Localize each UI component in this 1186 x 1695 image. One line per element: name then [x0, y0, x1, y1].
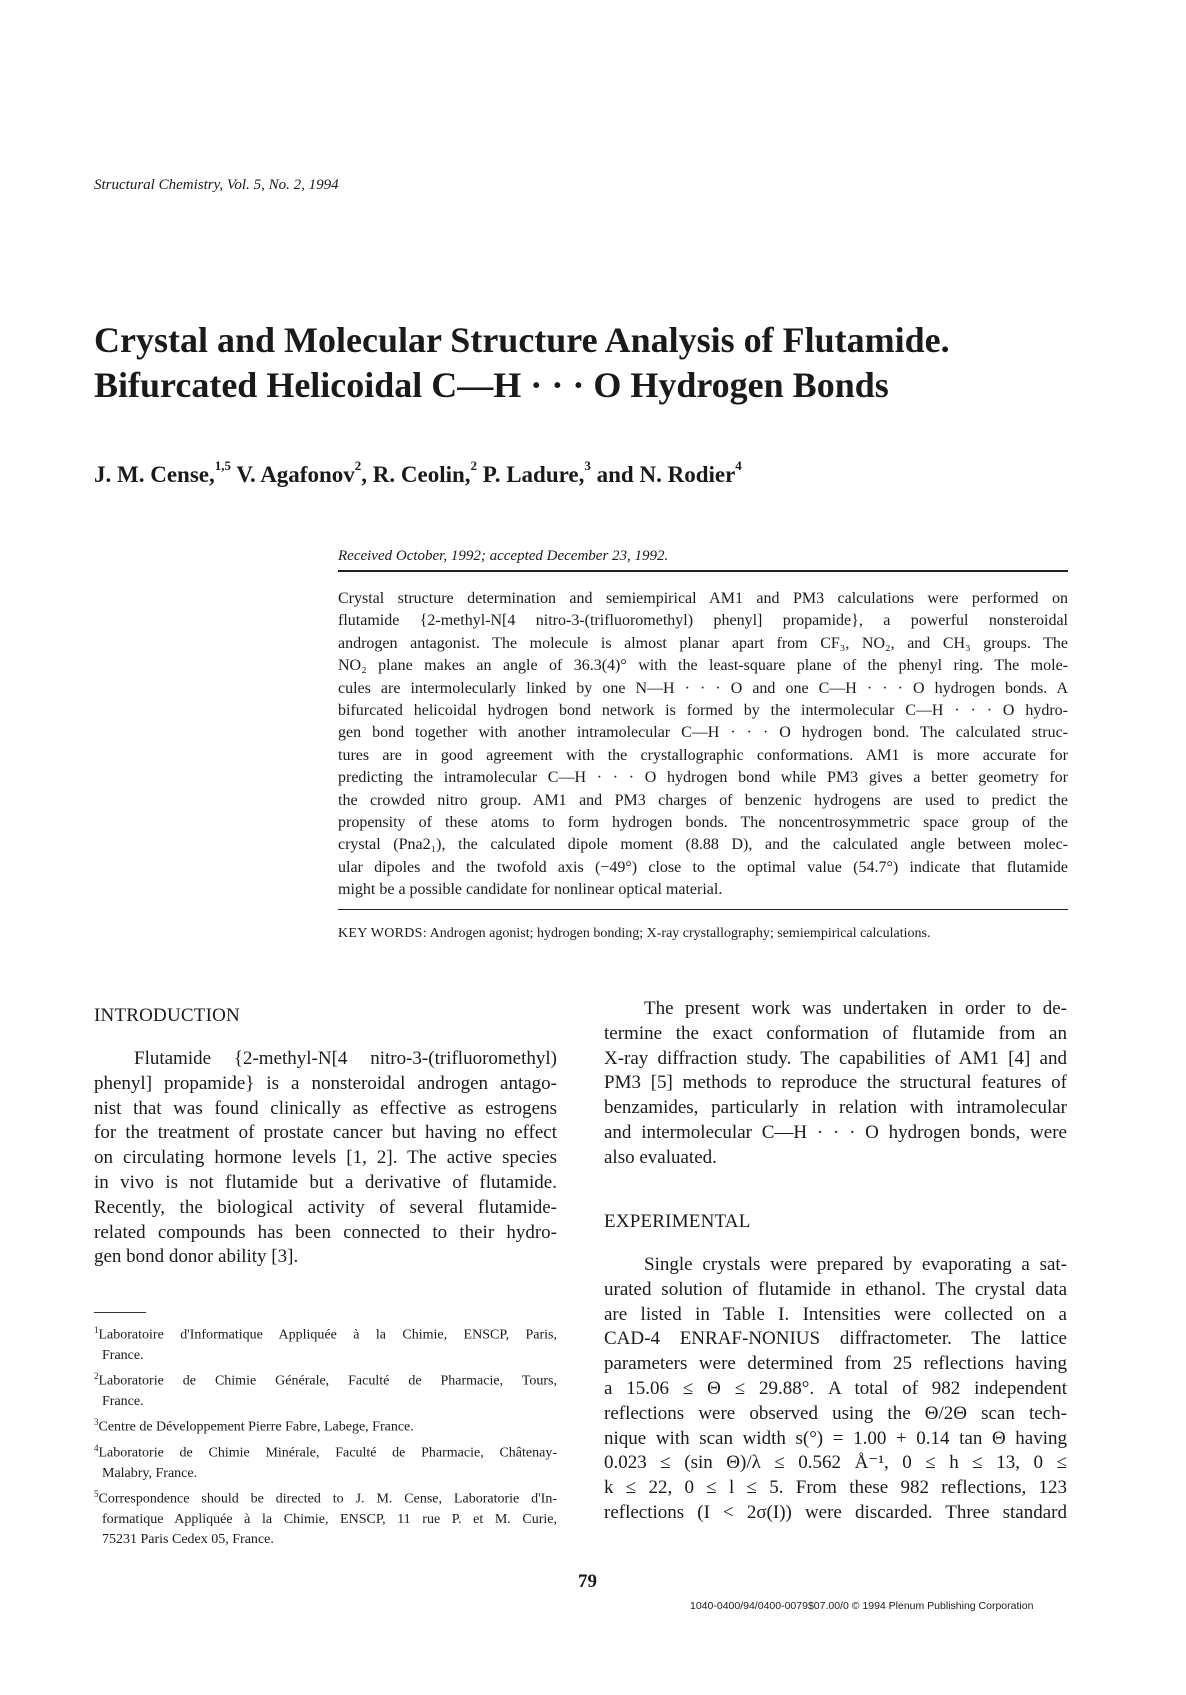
title-line-1: Crystal and Molecular Structure Analysis of Flutamide. [94, 320, 950, 360]
text-line: Flutamide {2-methyl-N[4 nitro-3-(trifluoromethyl) [134, 1048, 557, 1069]
title-line-2: Bifurcated Helicoidal C—H · · · O Hydrogen Bonds [94, 365, 889, 405]
author-name: and N. Rodier [590, 462, 736, 487]
text-line: nist that was found clinically as effective as estrogens [94, 1097, 557, 1119]
text-line: also evaluated. [604, 1146, 717, 1168]
author-affiliation: 3 [584, 458, 591, 473]
text-line: related compounds has been connected to their hydro- [94, 1221, 557, 1243]
introduction-heading: INTRODUCTION [94, 1005, 240, 1026]
keywords-text: Androgen agonist; hydrogen bonding; X-ray crystallography; semiempirical calculations. [426, 926, 931, 941]
abstract-line: cules are intermolecularly linked by one N—H · · · O and one C—H · · · O hydrogen bonds. A [338, 679, 1068, 697]
author-name: , R. Ceolin, [361, 462, 471, 487]
footnote-mark: 2 [94, 1371, 99, 1382]
footnotes [94, 1320, 557, 1550]
author-name: V. Agafonov [230, 462, 355, 487]
footnote-mark: 4 [94, 1442, 99, 1453]
received-dates: Received October, 1992; accepted December 23, 1992. [338, 548, 669, 564]
author-name: P. Ladure, [477, 462, 585, 487]
text-line: are listed in Table I. Intensities were collected on a [604, 1303, 1067, 1325]
text-line: and intermolecular C—H · · · O hydrogen bonds, were [604, 1121, 1067, 1143]
keywords-rule [338, 909, 1068, 910]
text-line: Single crystals were prepared by evaporating a sat- [644, 1254, 1067, 1275]
experimental-body [604, 1253, 1067, 1526]
footnote-line: France. [102, 1347, 144, 1363]
text-line: for the treatment of prostate cancer but having no effect [94, 1122, 557, 1144]
abstract [338, 588, 1068, 902]
copyright-line: 1040-0400/94/0400-0079$07.00/0 © 1994 Plenum Publishing Corporation [690, 1600, 1034, 1612]
footnote-line: $^2$Laboratorie de Chimie Générale, Faculté de Pharmacie, Tours, [94, 1371, 557, 1389]
footnote-line: $^1$Laboratoire d'Informatique Appliquée à la Chimie, ENSCP, Paris, [94, 1325, 557, 1343]
text-line: X-ray diffraction study. The capabilities of AM1 [4] and [604, 1047, 1067, 1069]
author-affiliation: 4 [735, 458, 742, 473]
abstract-line: bifurcated helicoidal hydrogen bond network is formed by the intermolecular C—H · · · O hydro- [338, 702, 1068, 720]
text-line: phenyl] propamide} is a nonsteroidal androgen antago- [94, 1072, 557, 1094]
abstract-line: predicting the intramolecular C—H · · · O hydrogen bond while PM3 gives a better geometry for [338, 769, 1068, 787]
text-line: urated solution of flutamide in ethanol. The crystal data [604, 1278, 1067, 1300]
abstract-line: propensity of these atoms to form hydrogen bonds. The noncentrosymmetric space group of the [338, 814, 1068, 832]
experimental-heading: EXPERIMENTAL [604, 1211, 751, 1232]
footnote-line: $^5$Correspondence should be directed to J. M. Cense, Laboratorie d'In- [94, 1489, 557, 1507]
footnote-line: Malabry, France. [102, 1465, 198, 1481]
text-line: PM3 [5] methods to reproduce the structural features of [604, 1072, 1067, 1094]
author-list [94, 458, 742, 488]
text-line: Recently, the biological activity of several flutamide- [94, 1196, 557, 1218]
footnote-rule [94, 1312, 146, 1313]
introduction-body [94, 1047, 557, 1270]
author-affiliation: 1,5 [214, 458, 231, 473]
footnote-mark: 1 [94, 1325, 99, 1335]
abstract-line: NO₂ plane makes an angle of 36.3(4)° with the least-square plane of the phenyl ring. The mole- [338, 657, 1068, 675]
keywords-label: KEY WORDS: [338, 926, 427, 941]
footnote-line: formatique Appliquée à la Chimie, ENSCP, 11 rue P. et M. Curie, [102, 1511, 557, 1527]
abstract-line: might be a possible candidate for nonlinear optical material. [338, 881, 723, 899]
abstract-line: Crystal structure determination and semiempirical AM1 and PM3 calculations were performed on [338, 590, 1068, 607]
abstract-line: androgen antagonist. The molecule is almost planar apart from CF₃, NO₂, and CH₃ groups. The [338, 634, 1068, 652]
text-line: reflections were observed using the Θ/2Θ scan tech- [604, 1402, 1067, 1424]
abstract-top-rule [338, 570, 1068, 572]
journal-citation: Structural Chemistry, Vol. 5, No. 2, 1994 [94, 177, 339, 193]
text-line: on circulating hormone levels [1, 2]. The active species [94, 1147, 557, 1169]
abstract-line: gen bond together with another intramolecular C—H · · · O hydrogen bond. The calculated struc- [338, 724, 1068, 742]
author-affiliation: 2 [470, 458, 478, 473]
abstract-line: flutamide {2-methyl-N[4 nitro-3-(trifluoromethyl) phenyl] propamide}, a powerful nonsteroidal [338, 612, 1068, 630]
article-title [94, 318, 1094, 408]
text-line: 0.023 ≤ (sin Θ)/λ ≤ 0.562 Å⁻¹, 0 ≤ h ≤ 13, 0 ≤ [604, 1452, 1067, 1474]
text-line: reflections (I < 2σ(I)) were discarded. Three standard [604, 1501, 1067, 1523]
text-line: CAD-4 ENRAF-NONIUS diffractometer. The lattice [604, 1328, 1067, 1350]
text-line: k ≤ 22, 0 ≤ l ≤ 5. From these 982 reflections, 123 [604, 1477, 1067, 1499]
footnote-mark: 5 [94, 1489, 99, 1500]
right-intro-body [604, 997, 1067, 1171]
author-name: J. M. Cense, [94, 462, 215, 487]
text-line: parameters were determined from 25 reflections having [604, 1353, 1067, 1375]
footnote-line: $^3$Centre de Développement Pierre Fabre, Labege, France. [94, 1417, 414, 1435]
footnote-line: $^4$Laboratorie de Chimie Minérale, Faculté de Pharmacie, Châtenay- [94, 1442, 557, 1461]
page-number: 79 [578, 1571, 597, 1592]
text-line: termine the exact conformation of flutamide from an [604, 1022, 1067, 1044]
abstract-line: the crowded nitro group. AM1 and PM3 charges of benzenic hydrogens are used to predict the [338, 791, 1068, 809]
text-line: in vivo is not flutamide but a derivative of flutamide. [94, 1171, 557, 1193]
abstract-line: crystal (Pna2₁), the calculated dipole moment (8.88 D), and the calculated angle between molec- [338, 836, 1068, 854]
footnote-line: 75231 Paris Cedex 05, France. [102, 1532, 274, 1548]
author-affiliation: 2 [354, 458, 362, 473]
text-line: nique with scan width s(°) = 1.00 + 0.14 tan Θ having [604, 1427, 1067, 1449]
text-line: The present work was undertaken in order to de- [644, 998, 1067, 1019]
keywords [338, 926, 930, 942]
footnote-line: France. [102, 1393, 144, 1409]
text-line: benzamides, particularly in relation with intramolecular [604, 1097, 1067, 1119]
abstract-line: ular dipoles and the twofold axis (−49°) close to the optimal value (54.7°) indicate that flutamide [338, 858, 1068, 876]
text-line: a 15.06 ≤ Θ ≤ 29.88°. A total of 982 independent [604, 1377, 1067, 1399]
text-line: gen bond donor ability [3]. [94, 1246, 299, 1268]
footnote-mark: 3 [94, 1417, 99, 1428]
abstract-line: tures are in good agreement with the crystallographic conformations. AM1 is more accurate for [338, 746, 1068, 764]
